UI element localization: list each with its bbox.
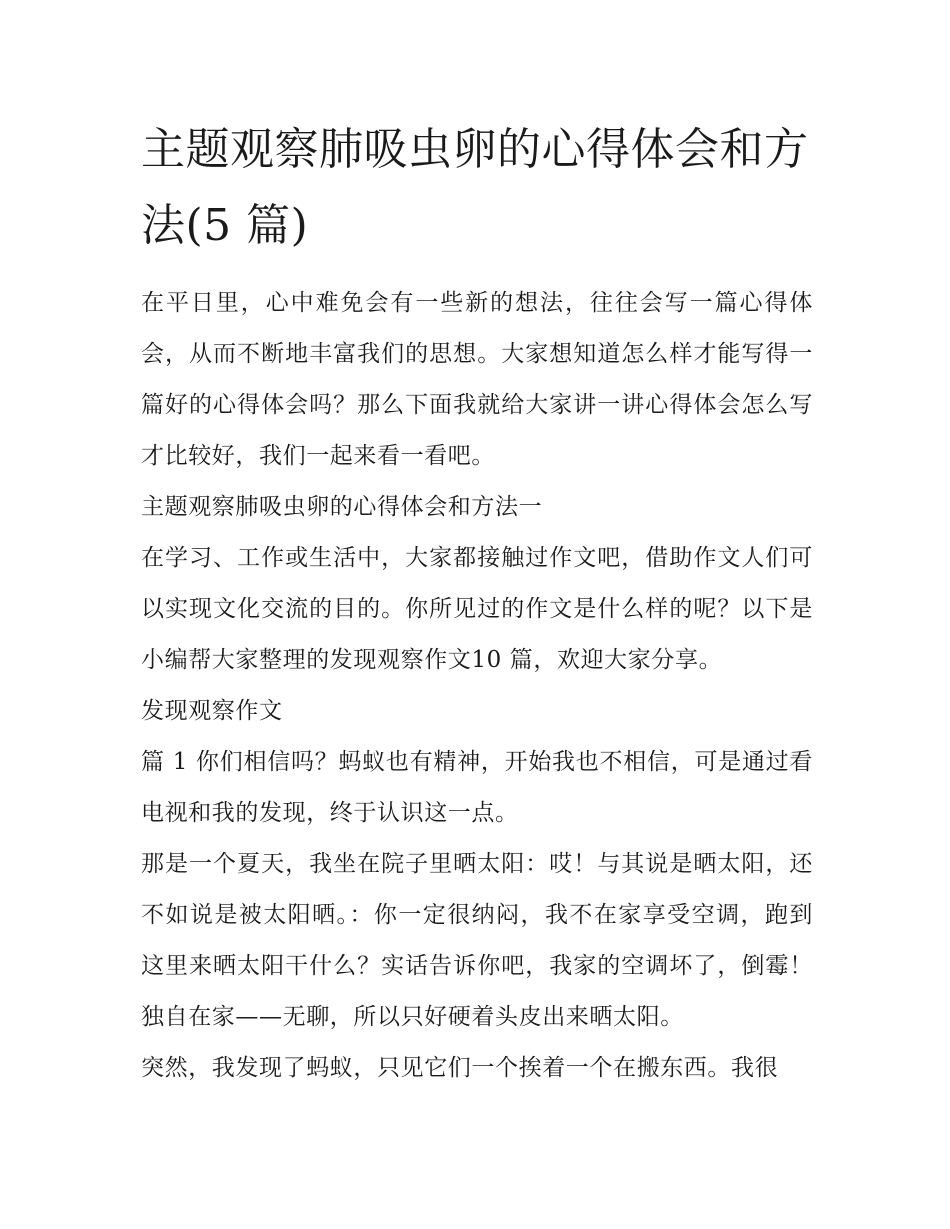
subsection-heading: 发现观察作文 — [141, 698, 283, 724]
body-paragraph: 篇 1 你们相信吗？蚂蚁也有精神，开始我也不相信，可是通过看电视和我的发现，终于认识这一点。 — [141, 749, 813, 826]
intro-paragraph: 在平日里，心中难免会有一些新的想法，往往会写一篇心得体会，从而不断地丰富我们的思想。大家想知道怎么样才能写得一篇好的心得体会吗？那么下面我就给大家讲一讲心得体会怎么写才比较好，我们一起来看一看吧。 — [141, 290, 813, 469]
body-paragraph: 在学习、工作或生活中，大家都接触过作文吧，借助作文人们可以实现文化交流的目的。你所见过的作文是什么样的呢？以下是小编帮大家整理的发现观察作文10 篇，欢迎大家分享。 — [141, 545, 813, 673]
document-title: 主题观察肺吸虫卵的心得体会和方法(5 篇) — [141, 124, 809, 251]
section-heading: 主题观察肺吸虫卵的心得体会和方法一 — [141, 494, 543, 520]
document-body — [141, 112, 813, 1094]
body-paragraph: 突然，我发现了蚂蚁，只见它们一个挨着一个在搬东西。我很 — [141, 1055, 779, 1081]
body-paragraph: 那是一个夏天，我坐在院子里晒太阳：哎！与其说是晒太阳，还不如说是被太阳晒。：你一定很纳闷，我不在家享受空调，跑到这里来晒太阳干什么？实话告诉你吧，我家的空调坏了，倒霉！独自在家——无聊，所以只好硬着头皮出来晒太阳。 — [141, 851, 813, 1030]
